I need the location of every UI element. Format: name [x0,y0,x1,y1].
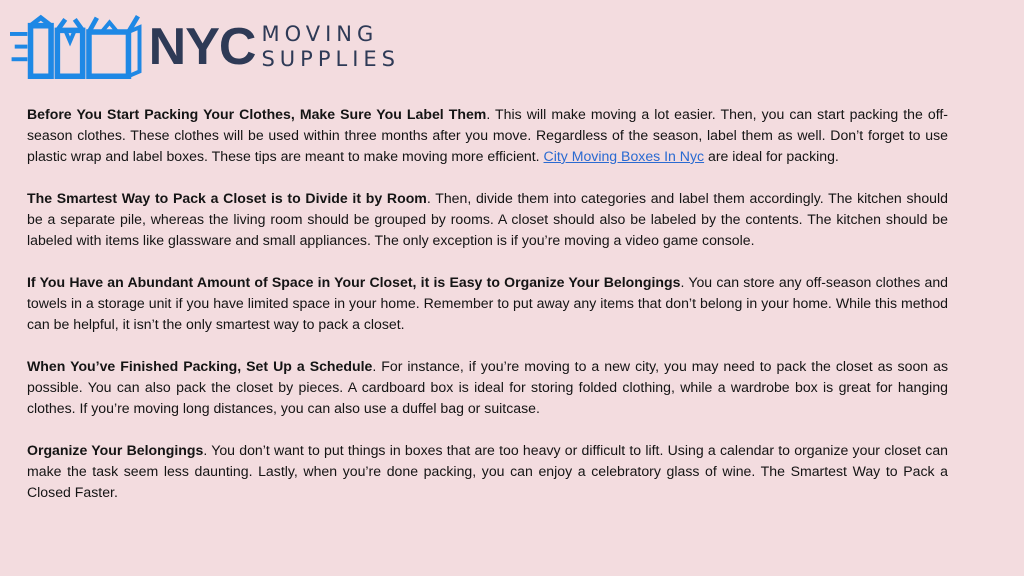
logo-line-supplies: SUPPLIES [261,47,400,71]
paragraph-1-heading: Before You Start Packing Your Clothes, Make Sure You Label Them [27,106,487,122]
article-body [27,104,948,524]
paragraph-2-heading: The Smartest Way to Pack a Closet is to Divide it by Room [27,190,427,206]
paragraph-4-heading: When You’ve Finished Packing, Set Up a Schedule [27,358,373,374]
paragraph-5-heading: Organize Your Belongings [27,442,204,458]
paragraph-3-heading: If You Have an Abundant Amount of Space in Your Closet, it is Easy to Organize Your Belongings [27,274,681,290]
paragraph-5 [27,440,948,503]
paragraph-4 [27,356,948,419]
logo-wordmark [148,18,400,76]
paragraph-2-body: . Then, divide them into categories and label them accordingly. The kitchen should be a separate pile, whereas the living room should be grouped by rooms. A closet should also be labeled by the contents. The kitchen should be labeled with items like glassware and small appliances. The only exception is if you’re moving a video game console. [27,190,948,248]
paragraph-2 [27,188,948,251]
paragraph-5-body: . You don’t want to put things in boxes that are too heavy or difficult to lift. Using a calendar to organize your closet can make the task seem less daunting. Lastly, when you’re done packing, you can enjoy a celebratory glass of wine. The Smartest Way to Pack a Closed Faster. [27,442,948,500]
paragraph-3-body: . You can store any off-season clothes and towels in a storage unit if you have limited space in your home. Remember to put away any items that don’t belong in your home. While this method can be helpful, it isn’t the only smartest way to pack a closet. [27,274,948,332]
logo-subtitle [261,22,400,72]
paragraph-3 [27,272,948,335]
logo-brand: NYC [148,18,256,76]
paragraph-1-body: . This will make moving a lot easier. Then, you can start packing the off-season clothes. These clothes will be used within three months after you move. Regardless of the season, label them as well. Don’t forget to use plastic wrap and label boxes. These tips are meant to make moving more efficient. [27,106,948,164]
logo-line-moving: MOVING [261,22,379,46]
city-moving-boxes-link[interactable]: City Moving Boxes In Nyc [543,148,705,164]
nyc-moving-supplies-logo[interactable] [10,6,400,88]
paragraph-1-tail: are ideal for packing. [704,148,839,164]
paragraph-1 [27,104,948,167]
moving-boxes-logo-icon [10,6,143,88]
paragraph-4-body: . For instance, if you’re moving to a new city, you may need to pack the closet as soon as possible. You can also pack the closet by pieces. A cardboard box is ideal for storing folded clothing, while a wardrobe box is great for hanging clothes. If you’re moving long distances, you can also use a duffel bag or suitcase. [27,358,948,416]
